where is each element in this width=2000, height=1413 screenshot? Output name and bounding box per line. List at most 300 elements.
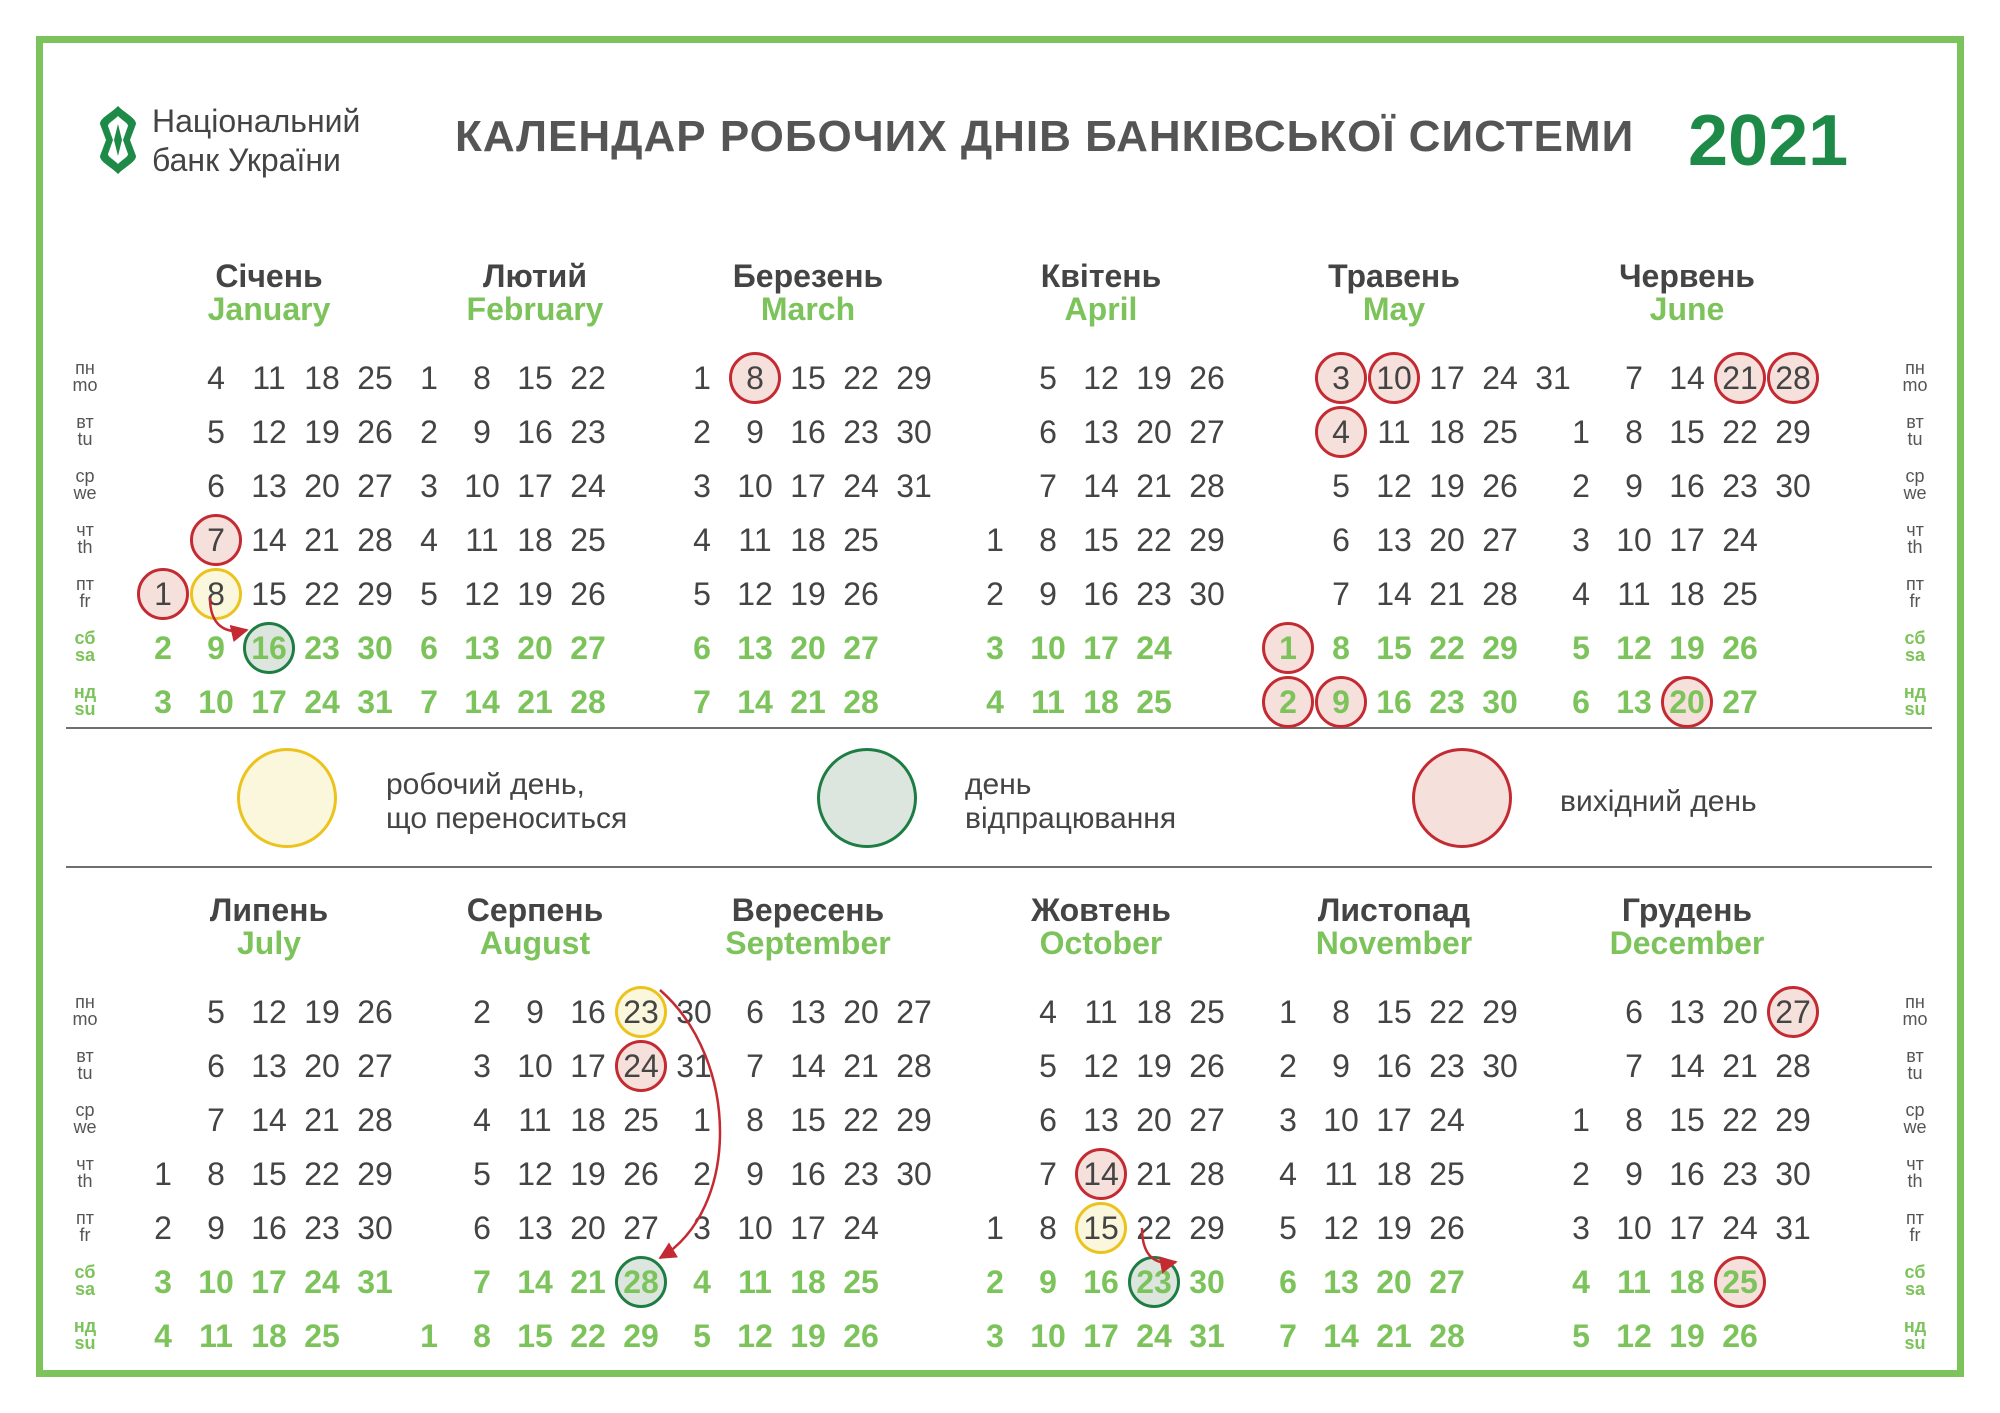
- day-june-8: 8: [1625, 414, 1643, 450]
- day-march-19: 19: [790, 576, 826, 612]
- day-december-23: 23: [1722, 1156, 1758, 1192]
- month-name-ua-september: Вересень: [731, 892, 885, 928]
- month-name-ua-april: Квітень: [1040, 258, 1162, 294]
- arrow-oct-15-to-23: [1142, 1228, 1176, 1263]
- day-october-28: 28: [1189, 1156, 1225, 1192]
- weekday-ua: нд: [1903, 1316, 1927, 1336]
- day-march-31: 31: [896, 468, 932, 504]
- day-february-10: 10: [464, 468, 500, 504]
- day-july-27: 27: [357, 1048, 393, 1084]
- day-may-28: 28: [1482, 576, 1518, 612]
- day-december-17: 17: [1669, 1210, 1705, 1246]
- day-august-19: 19: [570, 1156, 606, 1192]
- day-may-21: 21: [1429, 576, 1465, 612]
- day-february-6: 6: [420, 630, 438, 666]
- day-june-5: 5: [1572, 630, 1590, 666]
- arrow-jan-8-to-16: [210, 598, 247, 631]
- day-december-9: 9: [1625, 1156, 1643, 1192]
- day-february-18: 18: [517, 522, 553, 558]
- day-february-11: 11: [465, 522, 499, 558]
- day-july-31: 31: [357, 1264, 393, 1300]
- day-january-14: 14: [251, 522, 287, 558]
- day-march-24: 24: [843, 468, 879, 504]
- day-july-26: 26: [357, 994, 393, 1030]
- day-december-18: 18: [1669, 1264, 1705, 1300]
- day-december-12: 12: [1616, 1318, 1652, 1354]
- day-august-14: 14: [517, 1264, 553, 1300]
- logo-line-2: банк України: [152, 142, 341, 178]
- day-january-18: 18: [304, 360, 340, 396]
- day-january-19: 19: [304, 414, 340, 450]
- day-december-30: 30: [1775, 1156, 1811, 1192]
- day-march-21: 21: [790, 684, 826, 720]
- day-december-14: 14: [1669, 1048, 1705, 1084]
- day-november-9: 9: [1332, 1048, 1350, 1084]
- day-december-26: 26: [1722, 1318, 1758, 1354]
- day-september-23: 23: [843, 1156, 879, 1192]
- day-october-10: 10: [1030, 1318, 1066, 1354]
- day-november-15: 15: [1376, 994, 1412, 1030]
- day-october-5: 5: [1039, 1048, 1057, 1084]
- weekday-ua: пн: [1905, 992, 1925, 1012]
- day-december-21: 21: [1722, 1048, 1758, 1084]
- day-july-20: 20: [304, 1048, 340, 1084]
- day-october-2: 2: [986, 1264, 1004, 1300]
- day-june-9: 9: [1625, 468, 1643, 504]
- day-may-23: 23: [1429, 684, 1465, 720]
- day-october-16: 16: [1083, 1264, 1119, 1300]
- weekday-en: sa: [1904, 645, 1926, 665]
- day-may-4: 4: [1332, 414, 1350, 450]
- day-february-20: 20: [517, 630, 553, 666]
- day-march-17: 17: [790, 468, 826, 504]
- day-june-25: 25: [1722, 576, 1758, 612]
- day-august-29: 29: [623, 1318, 659, 1354]
- day-november-14: 14: [1323, 1318, 1359, 1354]
- weekday-ua: ср: [1905, 466, 1925, 486]
- day-december-19: 19: [1669, 1318, 1705, 1354]
- month-name-ua-october: Жовтень: [1031, 892, 1171, 928]
- day-september-19: 19: [790, 1318, 826, 1354]
- day-september-8: 8: [746, 1102, 764, 1138]
- day-december-10: 10: [1616, 1210, 1652, 1246]
- day-april-10: 10: [1030, 630, 1066, 666]
- month-name-en-march: March: [760, 291, 856, 327]
- day-november-20: 20: [1376, 1264, 1412, 1300]
- day-april-20: 20: [1136, 414, 1172, 450]
- day-august-16: 16: [570, 994, 606, 1030]
- day-february-26: 26: [570, 576, 606, 612]
- day-november-10: 10: [1323, 1102, 1359, 1138]
- day-december-1: 1: [1572, 1102, 1590, 1138]
- weekday-en: tu: [77, 1063, 93, 1083]
- month-name-en-september: September: [725, 925, 891, 961]
- day-february-12: 12: [464, 576, 500, 612]
- day-september-15: 15: [790, 1102, 826, 1138]
- day-october-17: 17: [1083, 1318, 1119, 1354]
- day-january-1: 1: [154, 576, 172, 612]
- day-september-22: 22: [843, 1102, 879, 1138]
- day-may-22: 22: [1429, 630, 1465, 666]
- day-may-26: 26: [1482, 468, 1518, 504]
- day-october-26: 26: [1189, 1048, 1225, 1084]
- day-november-30: 30: [1482, 1048, 1518, 1084]
- month-name-en-june: June: [1649, 291, 1725, 327]
- day-march-27: 27: [843, 630, 879, 666]
- day-june-15: 15: [1669, 414, 1705, 450]
- day-june-19: 19: [1669, 630, 1705, 666]
- day-may-6: 6: [1332, 522, 1350, 558]
- day-january-13: 13: [251, 468, 287, 504]
- day-april-28: 28: [1189, 468, 1225, 504]
- day-july-6: 6: [207, 1048, 225, 1084]
- day-may-13: 13: [1376, 522, 1412, 558]
- day-october-4: 4: [1039, 994, 1057, 1030]
- day-july-5: 5: [207, 994, 225, 1030]
- day-april-29: 29: [1189, 522, 1225, 558]
- day-october-12: 12: [1083, 1048, 1119, 1084]
- day-august-2: 2: [473, 994, 491, 1030]
- day-may-31: 31: [1535, 360, 1571, 396]
- weekday-ua: сб: [1904, 1262, 1926, 1282]
- day-november-11: 11: [1324, 1156, 1358, 1192]
- weekday-ua: ср: [75, 1100, 95, 1120]
- day-october-19: 19: [1136, 1048, 1172, 1084]
- weekday-ua: вт: [1906, 1046, 1924, 1066]
- day-april-12: 12: [1083, 360, 1119, 396]
- day-january-3: 3: [154, 684, 172, 720]
- weekday-en: we: [1903, 483, 1927, 503]
- day-december-2: 2: [1572, 1156, 1590, 1192]
- day-may-25: 25: [1482, 414, 1518, 450]
- day-january-22: 22: [304, 576, 340, 612]
- day-february-7: 7: [420, 684, 438, 720]
- day-december-4: 4: [1572, 1264, 1590, 1300]
- weekday-en: sa: [74, 1279, 96, 1299]
- day-december-31: 31: [1775, 1210, 1811, 1246]
- weekday-ua: нд: [73, 1316, 97, 1336]
- day-february-3: 3: [420, 468, 438, 504]
- day-august-4: 4: [473, 1102, 491, 1138]
- day-may-27: 27: [1482, 522, 1518, 558]
- day-november-28: 28: [1429, 1318, 1465, 1354]
- day-august-30: 30: [676, 994, 712, 1030]
- day-march-29: 29: [896, 360, 932, 396]
- day-february-28: 28: [570, 684, 606, 720]
- day-october-1: 1: [986, 1210, 1004, 1246]
- day-may-24: 24: [1482, 360, 1518, 396]
- day-january-17: 17: [251, 684, 287, 720]
- day-october-11: 11: [1084, 994, 1118, 1030]
- weekday-ua: ср: [75, 466, 95, 486]
- day-april-23: 23: [1136, 576, 1172, 612]
- month-name-ua-november: Листопад: [1317, 892, 1471, 928]
- weekday-ua: вт: [1906, 412, 1924, 432]
- day-june-20: 20: [1669, 684, 1705, 720]
- day-november-26: 26: [1429, 1210, 1465, 1246]
- weekday-en: mo: [72, 1009, 98, 1029]
- day-august-22: 22: [570, 1318, 606, 1354]
- day-may-12: 12: [1376, 468, 1412, 504]
- day-september-12: 12: [737, 1318, 773, 1354]
- day-february-9: 9: [473, 414, 491, 450]
- weekday-ua: сб: [74, 1262, 96, 1282]
- day-december-24: 24: [1722, 1210, 1758, 1246]
- day-october-15: 15: [1083, 1210, 1119, 1246]
- day-october-31: 31: [1189, 1318, 1225, 1354]
- day-march-6: 6: [693, 630, 711, 666]
- day-august-20: 20: [570, 1210, 606, 1246]
- day-august-17: 17: [570, 1048, 606, 1084]
- day-may-11: 11: [1377, 414, 1411, 450]
- day-february-23: 23: [570, 414, 606, 450]
- day-december-25: 25: [1722, 1264, 1758, 1300]
- day-may-10: 10: [1376, 360, 1412, 396]
- day-august-26: 26: [623, 1156, 659, 1192]
- day-september-21: 21: [843, 1048, 879, 1084]
- day-may-9: 9: [1332, 684, 1350, 720]
- day-june-17: 17: [1669, 522, 1705, 558]
- day-august-18: 18: [570, 1102, 606, 1138]
- day-october-23: 23: [1136, 1264, 1172, 1300]
- legend-workday-line: день відпрацювання: [965, 768, 1177, 835]
- day-october-22: 22: [1136, 1210, 1172, 1246]
- day-august-9: 9: [526, 994, 544, 1030]
- weekday-en: fr: [1909, 1225, 1921, 1245]
- day-july-17: 17: [251, 1264, 287, 1300]
- day-may-17: 17: [1429, 360, 1465, 396]
- day-december-8: 8: [1625, 1102, 1643, 1138]
- month-name-en-december: December: [1609, 925, 1765, 961]
- weekday-en: fr: [1909, 591, 1921, 611]
- day-december-16: 16: [1669, 1156, 1705, 1192]
- day-september-14: 14: [790, 1048, 826, 1084]
- day-october-25: 25: [1189, 994, 1225, 1030]
- weekday-ua: вт: [76, 412, 94, 432]
- day-august-3: 3: [473, 1048, 491, 1084]
- day-january-16: 16: [251, 630, 287, 666]
- day-april-5: 5: [1039, 360, 1057, 396]
- day-january-2: 2: [154, 630, 172, 666]
- weekday-en: tu: [1907, 429, 1923, 449]
- day-august-8: 8: [473, 1318, 491, 1354]
- day-december-7: 7: [1625, 1048, 1643, 1084]
- day-november-21: 21: [1376, 1318, 1412, 1354]
- day-october-20: 20: [1136, 1102, 1172, 1138]
- day-september-18: 18: [790, 1264, 826, 1300]
- day-october-7: 7: [1039, 1156, 1057, 1192]
- weekday-ua: сб: [1904, 628, 1926, 648]
- day-june-16: 16: [1669, 468, 1705, 504]
- day-november-1: 1: [1279, 994, 1297, 1030]
- day-march-22: 22: [843, 360, 879, 396]
- day-february-15: 15: [517, 360, 553, 396]
- day-september-7: 7: [746, 1048, 764, 1084]
- day-august-25: 25: [623, 1102, 659, 1138]
- day-december-11: 11: [1617, 1264, 1651, 1300]
- day-february-1: 1: [420, 360, 438, 396]
- day-june-26: 26: [1722, 630, 1758, 666]
- day-september-5: 5: [693, 1318, 711, 1354]
- day-april-14: 14: [1083, 468, 1119, 504]
- weekday-ua: пт: [1906, 1208, 1924, 1228]
- day-november-3: 3: [1279, 1102, 1297, 1138]
- day-june-4: 4: [1572, 576, 1590, 612]
- day-december-15: 15: [1669, 1102, 1705, 1138]
- weekday-ua: пт: [1906, 574, 1924, 594]
- day-march-25: 25: [843, 522, 879, 558]
- day-july-9: 9: [207, 1210, 225, 1246]
- day-november-29: 29: [1482, 994, 1518, 1030]
- day-june-14: 14: [1669, 360, 1705, 396]
- day-april-25: 25: [1136, 684, 1172, 720]
- day-april-1: 1: [986, 522, 1004, 558]
- weekday-ua: пт: [76, 1208, 94, 1228]
- day-november-2: 2: [1279, 1048, 1297, 1084]
- weekday-ua: сб: [74, 628, 96, 648]
- day-march-4: 4: [693, 522, 711, 558]
- day-may-29: 29: [1482, 630, 1518, 666]
- day-august-10: 10: [517, 1048, 553, 1084]
- day-june-11: 11: [1617, 576, 1651, 612]
- day-august-28: 28: [623, 1264, 659, 1300]
- month-name-ua-february: Лютий: [483, 258, 587, 294]
- day-june-7: 7: [1625, 360, 1643, 396]
- day-september-9: 9: [746, 1156, 764, 1192]
- day-september-2: 2: [693, 1156, 711, 1192]
- day-april-4: 4: [986, 684, 1004, 720]
- day-november-24: 24: [1429, 1102, 1465, 1138]
- day-march-13: 13: [737, 630, 773, 666]
- day-february-25: 25: [570, 522, 606, 558]
- day-january-9: 9: [207, 630, 225, 666]
- day-july-1: 1: [154, 1156, 172, 1192]
- day-december-5: 5: [1572, 1318, 1590, 1354]
- day-june-27: 27: [1722, 684, 1758, 720]
- day-january-27: 27: [357, 468, 393, 504]
- legend-transfer-line: робочий день, що переноситься: [386, 768, 628, 835]
- day-may-7: 7: [1332, 576, 1350, 612]
- day-april-22: 22: [1136, 522, 1172, 558]
- day-april-17: 17: [1083, 630, 1119, 666]
- day-january-20: 20: [304, 468, 340, 504]
- weekday-ua: вт: [76, 1046, 94, 1066]
- day-january-6: 6: [207, 468, 225, 504]
- day-january-25: 25: [357, 360, 393, 396]
- day-november-22: 22: [1429, 994, 1465, 1030]
- day-january-29: 29: [357, 576, 393, 612]
- month-name-en-november: November: [1315, 925, 1473, 961]
- day-july-13: 13: [251, 1048, 287, 1084]
- day-july-25: 25: [304, 1318, 340, 1354]
- day-june-22: 22: [1722, 414, 1758, 450]
- day-may-15: 15: [1376, 630, 1412, 666]
- day-march-7: 7: [693, 684, 711, 720]
- day-april-18: 18: [1083, 684, 1119, 720]
- day-june-24: 24: [1722, 522, 1758, 558]
- day-january-4: 4: [207, 360, 225, 396]
- weekday-en: tu: [77, 429, 93, 449]
- day-august-7: 7: [473, 1264, 491, 1300]
- day-june-6: 6: [1572, 684, 1590, 720]
- weekday-ua: пн: [1905, 358, 1925, 378]
- day-january-7: 7: [207, 522, 225, 558]
- weekday-en: su: [74, 1333, 96, 1353]
- day-february-5: 5: [420, 576, 438, 612]
- day-december-29: 29: [1775, 1102, 1811, 1138]
- weekday-ua: пт: [76, 574, 94, 594]
- day-february-8: 8: [473, 360, 491, 396]
- day-september-26: 26: [843, 1318, 879, 1354]
- day-october-6: 6: [1039, 1102, 1057, 1138]
- day-august-1: 1: [420, 1318, 438, 1354]
- day-december-27: 27: [1775, 994, 1811, 1030]
- day-july-12: 12: [251, 994, 287, 1030]
- day-january-24: 24: [304, 684, 340, 720]
- day-april-30: 30: [1189, 576, 1225, 612]
- day-april-27: 27: [1189, 414, 1225, 450]
- day-september-17: 17: [790, 1210, 826, 1246]
- day-february-2: 2: [420, 414, 438, 450]
- day-may-3: 3: [1332, 360, 1350, 396]
- day-august-27: 27: [623, 1210, 659, 1246]
- day-july-30: 30: [357, 1210, 393, 1246]
- calendar-year: 2021: [1688, 101, 1849, 181]
- day-june-10: 10: [1616, 522, 1652, 558]
- day-september-16: 16: [790, 1156, 826, 1192]
- day-march-8: 8: [746, 360, 764, 396]
- day-june-30: 30: [1775, 468, 1811, 504]
- weekday-en: th: [77, 1171, 93, 1191]
- day-january-26: 26: [357, 414, 393, 450]
- day-february-22: 22: [570, 360, 606, 396]
- day-october-29: 29: [1189, 1210, 1225, 1246]
- day-march-14: 14: [737, 684, 773, 720]
- month-name-en-may: May: [1362, 291, 1426, 327]
- day-january-31: 31: [357, 684, 393, 720]
- month-name-ua-june: Червень: [1619, 258, 1755, 294]
- weekday-en: th: [77, 537, 93, 557]
- day-september-27: 27: [896, 994, 932, 1030]
- day-february-14: 14: [464, 684, 500, 720]
- legend-holiday-label: вихідний день: [1560, 785, 1757, 818]
- day-april-15: 15: [1083, 522, 1119, 558]
- day-march-28: 28: [843, 684, 879, 720]
- day-september-13: 13: [790, 994, 826, 1030]
- month-name-ua-january: Січень: [215, 258, 323, 294]
- weekday-ua: чт: [76, 520, 94, 540]
- weekday-en: su: [1904, 1333, 1926, 1353]
- day-november-8: 8: [1332, 994, 1350, 1030]
- day-july-22: 22: [304, 1156, 340, 1192]
- weekday-en: th: [1907, 537, 1923, 557]
- day-september-30: 30: [896, 1156, 932, 1192]
- day-december-22: 22: [1722, 1102, 1758, 1138]
- day-december-13: 13: [1669, 994, 1705, 1030]
- logo-line-1: Національний: [152, 103, 361, 139]
- day-october-21: 21: [1136, 1156, 1172, 1192]
- day-august-5: 5: [473, 1156, 491, 1192]
- day-august-13: 13: [517, 1210, 553, 1246]
- page-title: КАЛЕНДАР РОБОЧИХ ДНІВ БАНКІВСЬКОЇ СИСТЕМИ: [455, 112, 1635, 161]
- day-february-24: 24: [570, 468, 606, 504]
- weekday-en: mo: [1902, 1009, 1928, 1029]
- day-september-24: 24: [843, 1210, 879, 1246]
- day-may-20: 20: [1429, 522, 1465, 558]
- day-february-21: 21: [517, 684, 553, 720]
- day-january-11: 11: [252, 360, 286, 396]
- day-may-30: 30: [1482, 684, 1518, 720]
